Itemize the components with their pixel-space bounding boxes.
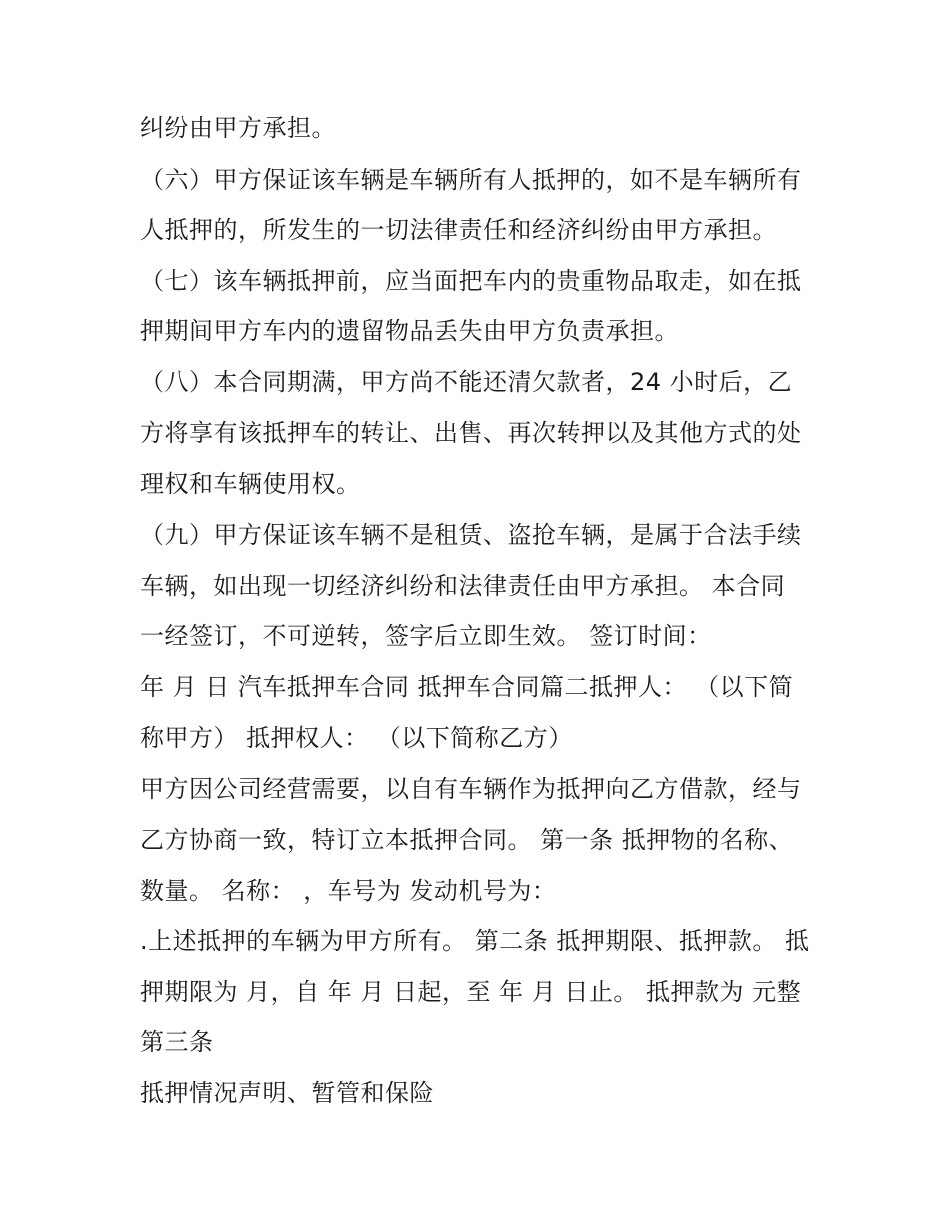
text-line: 车辆，如出现一切经济纠纷和法律责任由甲方承担。 本合同	[140, 572, 786, 600]
text-line: 理权和车辆使用权。	[140, 470, 361, 498]
text-line: （九）甲方保证该车辆不是租赁、盗抢车辆，是属于合法手续	[140, 521, 802, 549]
text-line: 数量。 名称： ，车号为 发动机号为：	[140, 877, 557, 905]
text-line: 人抵押的，所发生的一切法律责任和经济纠纷由甲方承担。	[140, 216, 777, 244]
text-line: （八）本合同期满，甲方尚不能还清欠款者，24 小时后，乙	[140, 368, 793, 396]
text-line: （七）该车辆抵押前，应当面把车内的贵重物品取走，如在抵	[140, 267, 802, 295]
text-line: 押期间甲方车内的遗留物品丢失由甲方负责承担。	[140, 317, 679, 345]
text-line: 押期限为 月，自 年 月 日起，至 年 月 日止。 抵押款为 元整	[140, 978, 802, 1006]
text-line: 第三条	[140, 1028, 214, 1056]
text-line: 称甲方） 抵押权人： （以下简称乙方）	[140, 724, 573, 752]
text-line: 方将享有该抵押车的转让、出售、再次转押以及其他方式的处	[140, 419, 802, 447]
text-line: 抵押情况声明、暂管和保险	[140, 1079, 434, 1107]
text-line: 甲方因公司经营需要，以自有车辆作为抵押向乙方借款，经与	[140, 775, 802, 803]
text-line: （六）甲方保证该车辆是车辆所有人抵押的，如不是车辆所有	[140, 166, 802, 194]
text-line: 年 月 日 汽车抵押车合同 抵押车合同篇二抵押人： （以下简	[140, 673, 794, 701]
text-line: 一经签订，不可逆转，签字后立即生效。 签订时间：	[140, 622, 712, 650]
text-line: .上述抵押的车辆为甲方所有。 第二条 抵押期限、抵押款。 抵	[140, 927, 810, 955]
text-line: 纠纷由甲方承担。	[140, 114, 336, 142]
text-line: 乙方协商一致，特订立本抵押合同。 第一条 抵押物的名称、	[140, 826, 794, 854]
